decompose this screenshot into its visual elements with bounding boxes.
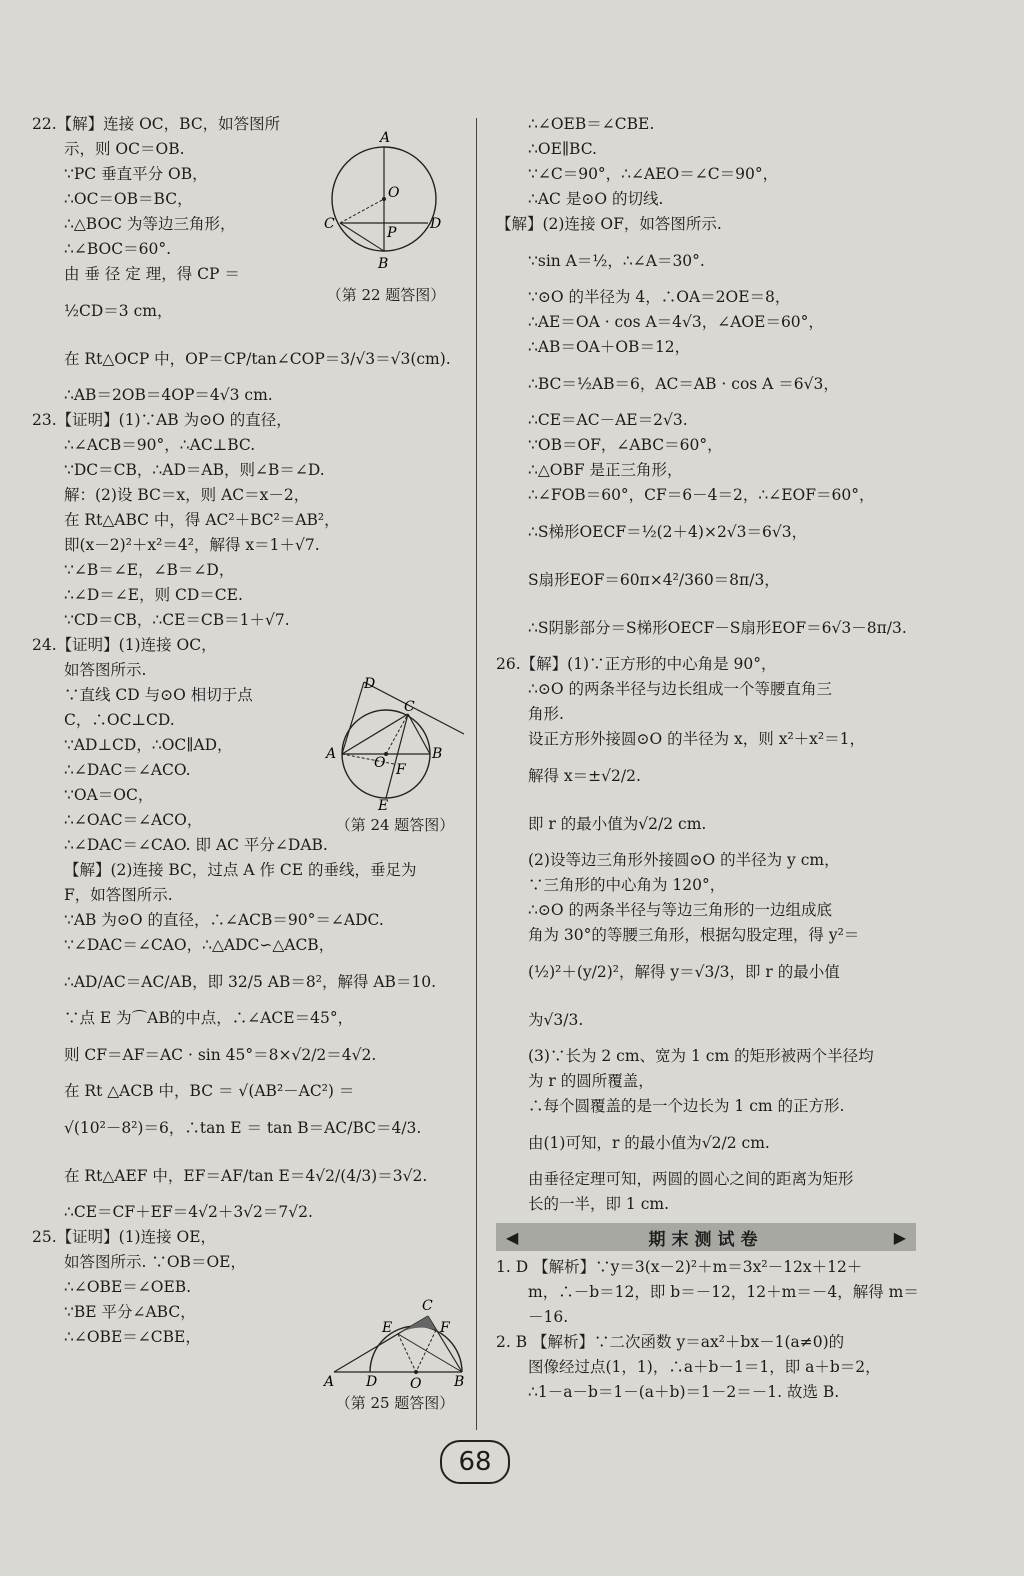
text-line: ∴△OBF 是正三角形， [528, 461, 683, 479]
figure-25-caption: （第 25 题答图） [335, 1394, 455, 1412]
right-column [496, 112, 919, 1405]
figure-24-caption: （第 24 题答图） [335, 816, 455, 834]
text-line: ∵sin A＝½，∴∠A＝30°. [528, 252, 705, 270]
fig25-label: E [382, 1320, 393, 1336]
text-line: ∴AB＝OA＋OB＝12， [528, 338, 691, 356]
figure-22-caption: （第 22 题答图） [326, 286, 446, 304]
text-line: ∴∠DAC＝∠ACO. [64, 761, 191, 779]
fig22-label: O [388, 185, 400, 201]
text-line: 设正方形外接圆⊙O 的半径为 x，则 x²＋x²＝1， [528, 730, 865, 748]
text-line: ∴S阴影部分＝S梯形OECF－S扇形EOF＝6√3－8π/3. [528, 619, 907, 637]
page-number: 68 [440, 1440, 510, 1484]
text-line: ∴1－a－b＝1－(a＋b)＝1－2＝－1. 故选 B. [528, 1383, 840, 1401]
text-line: ∵AD⊥CD，∴OC∥AD， [64, 736, 233, 754]
text-line: ∴∠OAC＝∠ACO， [64, 811, 203, 829]
text-line: F，如答图所示. [64, 886, 173, 904]
text-line: 示，则 OC＝OB. [64, 140, 185, 158]
text-line: ∴∠OEB＝∠CBE. [528, 115, 655, 133]
text-line: ∵AB 为⊙O 的直径，∴∠ACB＝90°＝∠ADC. [64, 911, 384, 929]
text-line: (½)²＋(y/2)²，解得 y＝√3/3，即 r 的最小值 [528, 963, 840, 981]
text-line: 2. B 【解析】∵二次函数 y＝ax²＋bx－1(a≠0)的 [496, 1333, 845, 1351]
fig25-label: F [440, 1320, 450, 1336]
fig25-label: A [324, 1374, 335, 1390]
text-line: 图像经过点(1，1)，∴a＋b－1＝1，即 a＋b＝2， [528, 1358, 881, 1376]
fig24-label: D [364, 676, 376, 692]
text-line: 【解】(2)连接 BC，过点 A 作 CE 的垂线，垂足为 [64, 861, 417, 879]
fig24-label: C [404, 699, 415, 715]
text-line: ∴AC 是⊙O 的切线. [528, 190, 664, 208]
fig25-label: O [410, 1376, 422, 1392]
text-line: 角为 30°的等腰三角形，根据勾股定理，得 y²＝ [528, 926, 860, 944]
text-line: ∴∠ACB＝90°，∴AC⊥BC. [64, 436, 256, 454]
figure-22-diagram [316, 124, 456, 284]
text-line: ∵三角形的中心角为 120°， [528, 876, 726, 894]
text-line: ∴AE＝OA · cos A＝4√3，∠AOE＝60°， [528, 313, 824, 331]
text-line: ∵∠DAC＝∠CAO，∴△ADC∽△ACB， [64, 936, 335, 954]
text-line: 为 r 的圆所覆盖， [528, 1072, 654, 1090]
text-line: ∴BC＝½AB＝6，AC＝AB · cos A ＝6√3， [528, 375, 839, 393]
figure-25-diagram [320, 1296, 470, 1392]
text-line: ∴∠D＝∠E，则 CD＝CE. [64, 586, 243, 604]
fig22-label: B [378, 256, 389, 272]
text-line: 解得 x＝±√2/2. [528, 767, 641, 785]
fig25-label: B [454, 1374, 465, 1390]
text-line: ∴△BOC 为等边三角形， [64, 215, 236, 233]
fig22-label: A [380, 130, 391, 146]
text-line: √(10²－8²)＝6，∴tan E ＝ tan B＝AC/BC＝4/3. [64, 1119, 422, 1137]
text-line: S扇形EOF＝60π×4²/360＝8π/3， [528, 571, 780, 589]
text-line: 则 CF＝AF＝AC · sin 45°＝8×√2/2＝4√2. [64, 1046, 377, 1064]
text-line: 为√3/3. [528, 1011, 584, 1029]
text-line: ∴∠FOB＝60°，CF＝6－4＝2，∴∠EOF＝60°， [528, 486, 875, 504]
text-line: 22.【解】连接 OC，BC，如答图所 [32, 115, 281, 133]
text-line: 【解】(2)连接 OF，如答图所示. [496, 215, 722, 233]
fig24-label: O [374, 755, 386, 771]
text-line: 即(x－2)²＋x²＝4²，解得 x＝1＋√7. [64, 536, 320, 554]
text-line: 24.【证明】(1)连接 OC， [32, 636, 217, 654]
text-line: 由 垂 径 定 理，得 CP ＝ [64, 265, 240, 283]
fig24-label: A [326, 746, 337, 762]
text-line: ½CD＝3 cm， [64, 302, 173, 320]
text-line: ∴S梯形OECF＝½(2＋4)×2√3＝6√3， [528, 523, 808, 541]
text-line: ∴CE＝AC－AE＝2√3. [528, 411, 688, 429]
text-line: ∴OE∥BC. [528, 140, 597, 158]
text-line: 角形. [528, 705, 564, 723]
text-line: ∵OB＝OF，∠ABC＝60°， [528, 436, 723, 454]
text-line: 1. D 【解析】∵y＝3(x－2)²＋m＝3x²－12x＋12＋ [496, 1258, 863, 1276]
text-line: 23.【证明】(1)∵AB 为⊙O 的直径， [32, 411, 292, 429]
text-line: C，∴OC⊥CD. [64, 711, 175, 729]
text-line: ∴每个圆覆盖的是一个边长为 1 cm 的正方形. [528, 1097, 845, 1115]
fig25-label: D [366, 1374, 378, 1390]
fig24-label: B [432, 746, 443, 762]
text-line: ∵⊙O 的半径为 4，∴OA＝2OE＝8， [528, 288, 791, 306]
text-line: ∴∠BOC＝60°. [64, 240, 171, 258]
text-line: 由垂径定理可知，两圆的圆心之间的距离为矩形 [528, 1170, 854, 1188]
figure-25 [320, 1296, 470, 1413]
text-line: ∵DC＝CB，∴AD＝AB，则∠B＝∠D. [64, 461, 325, 479]
fig22-label: D [430, 216, 442, 232]
fig25-label: C [422, 1298, 433, 1314]
text-line: 即 r 的最小值为√2/2 cm. [528, 815, 707, 833]
text-line: 25.【证明】(1)连接 OE， [32, 1228, 217, 1246]
text-line: ∵PC 垂直平分 OB， [64, 165, 208, 183]
text-line: ∵OA＝OC， [64, 786, 154, 804]
figure-24 [320, 674, 470, 835]
banner-left-arrow-icon: ◀ [506, 1227, 519, 1247]
fig24-label: F [396, 762, 406, 778]
text-line: ∴⊙O 的两条半径与边长组成一个等腰直角三 [528, 680, 832, 698]
text-line: －16. [528, 1308, 569, 1326]
text-line: 26.【解】(1)∵正方形的中心角是 90°， [496, 655, 777, 673]
text-line: ∵BE 平分∠ABC， [64, 1303, 196, 1321]
text-line: ∴∠OBE＝∠OEB. [64, 1278, 192, 1296]
text-line: ∴AB＝2OB＝4OP＝4√3 cm. [64, 386, 273, 404]
text-line: m，∴－b＝12，即 b＝－12，12＋m＝－4，解得 m＝ [528, 1283, 919, 1301]
fig22-label: C [324, 216, 335, 232]
text-line: 长的一半，即 1 cm. [528, 1195, 670, 1213]
text-line: (3)∵长为 2 cm、宽为 1 cm 的矩形被两个半径均 [528, 1047, 874, 1065]
fig24-label: E [378, 798, 389, 814]
text-line: ∴AD/AC＝AC/AB，即 32/5 AB＝8²，解得 AB＝10. [64, 973, 437, 991]
text-line: 如答图所示. [64, 661, 147, 679]
text-line: ∴CE＝CF＋EF＝4√2＋3√2＝7√2. [64, 1203, 313, 1221]
text-line: ∴⊙O 的两条半径与等边三角形的一边组成底 [528, 901, 832, 919]
text-line: ∴∠DAC＝∠CAO. 即 AC 平分∠DAB. [64, 836, 328, 854]
banner-title: 期末测试卷 [648, 1229, 764, 1250]
figure-24-diagram [320, 674, 470, 814]
text-line: 解：(2)设 BC＝x，则 AC＝x－2， [64, 486, 310, 504]
text-line: (2)设等边三角形外接圆⊙O 的半径为 y cm， [528, 851, 840, 869]
text-line: ∴OC＝OB＝BC， [64, 190, 193, 208]
text-line: 在 Rt△ABC 中，得 AC²＋BC²＝AB²， [64, 511, 340, 529]
text-line: ∵∠B＝∠E，∠B＝∠D， [64, 561, 235, 579]
text-line: ∵直线 CD 与⊙O 相切于点 [64, 686, 253, 704]
text-line: ∴∠OBE＝∠CBE， [64, 1328, 201, 1346]
fig22-label: P [387, 225, 397, 241]
text-line: ∵点 E 为⌒AB的中点，∴∠ACE＝45°， [64, 1009, 354, 1027]
figure-22 [316, 124, 456, 305]
text-line: 由(1)可知，r 的最小值为√2/2 cm. [528, 1134, 770, 1152]
text-line: ∵CD＝CB，∴CE＝CB＝1＋√7. [64, 611, 290, 629]
banner-right-arrow-icon: ▶ [893, 1227, 906, 1247]
text-line: 在 Rt △ACB 中，BC ＝ √(AB²－AC²) ＝ [64, 1082, 355, 1100]
column-divider [476, 118, 477, 1430]
text-line: 在 Rt△OCP 中，OP＝CP/tan∠COP＝3/√3＝√3(cm). [64, 350, 451, 368]
text-line: ∵∠C＝90°，∴∠AEO＝∠C＝90°， [528, 165, 779, 183]
section-banner [496, 1223, 916, 1251]
text-line: 在 Rt△AEF 中，EF＝AF/tan E＝4√2/(4/3)＝3√2. [64, 1167, 428, 1185]
text-line: 如答图所示. ∵OB＝OE， [64, 1253, 246, 1271]
